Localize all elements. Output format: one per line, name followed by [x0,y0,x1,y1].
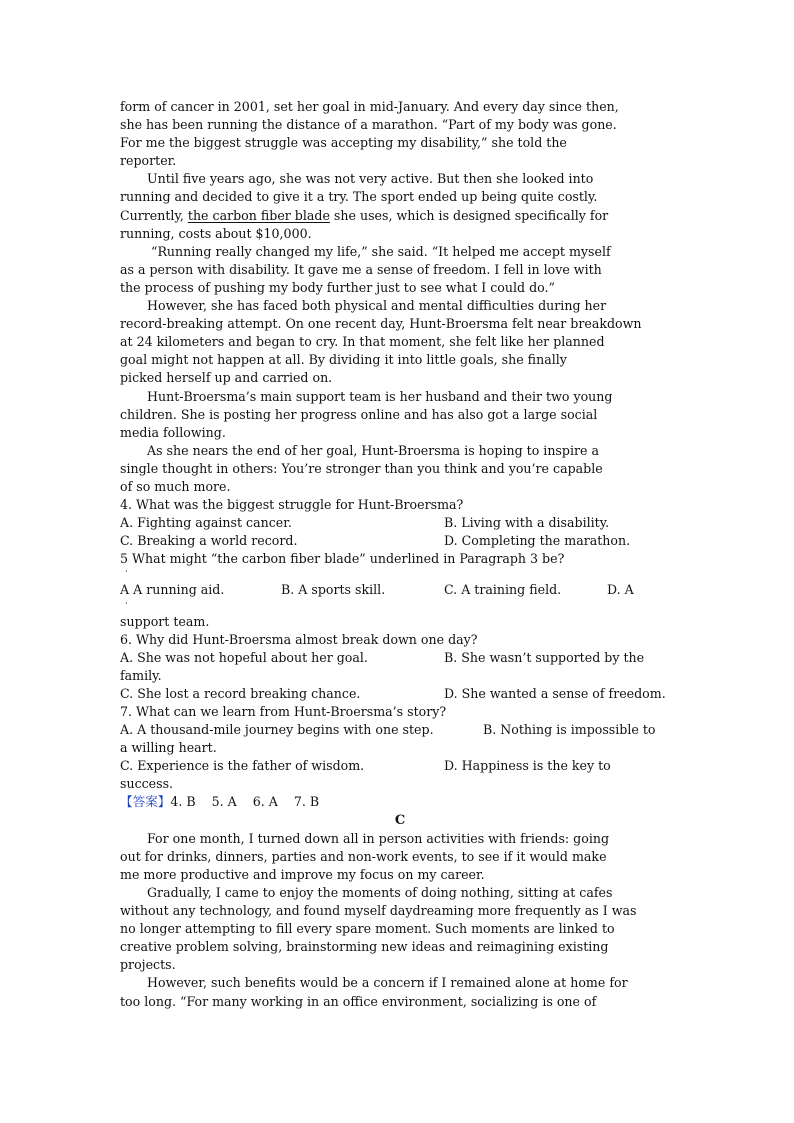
text-line: projects. [120,957,176,973]
paragraph-1 [120,830,680,884]
text-line: For me the biggest struggle was accepting my disability,” she told the [120,135,567,151]
question-stem: 6. Why did Hunt-Broersma almost break down one day? [120,631,478,647]
text-line: of so much more. [120,478,231,494]
option-row [120,649,680,667]
answer-key [120,793,680,811]
text-span: she uses, which is designed specifically for [329,207,609,223]
option-row [120,721,680,739]
text-line: as a person with disability. It gave me a sense of freedom. I fell in love with [120,261,602,277]
option-a: A A running aid. [120,582,225,598]
text-line: “Running really changed my life,” she said. “It helped me accept myself [151,243,611,259]
text-line: Until five years ago, she was not very active. But then she looked into [147,171,594,187]
option-b: B. Living with a disability. [444,515,610,531]
text-line: However, such benefits would be a concern if I remained alone at home for [147,975,628,991]
text-line: she has been running the distance of a marathon. “Part of my body was gone. [120,117,617,133]
option-row [120,581,680,599]
text-line: too long. “For many working in an office environment, socializing is one of [120,993,597,1009]
paragraph-2 [120,170,680,242]
option-b-continued: a willing heart. [120,740,217,756]
question-stem: 5 What might “the carbon fiber blade” underlined in Paragraph 3 be? [120,551,565,567]
text-line: the process of pushing my body further just to see what I could do.” [120,279,555,295]
text-line: running, costs about $10,000. [120,225,312,241]
text-line [120,207,680,225]
option-a: A. She was not hopeful about her goal. [120,649,368,665]
paragraph-6 [120,442,680,496]
text-line: at 24 kilometers and began to cry. In that moment, she felt like her planned [120,334,605,350]
text-line: media following. [120,424,226,440]
option-c: C. Breaking a world record. [120,533,298,549]
option-c: C. She lost a record breaking chance. [120,685,361,701]
text-line: without any technology, and found myself daydreaming more frequently as I was [120,903,637,919]
text-line: record-breaking attempt. On one recent day, Hunt-Broersma felt near breakdown [120,316,642,332]
paragraph-1 [120,98,680,170]
text-line: creative problem solving, brainstorming new ideas and reimagining existing [120,939,609,955]
passage-b [120,98,680,496]
option-b: B. Nothing is impossible to [483,722,656,738]
text-line: For one month, I turned down all in person activities with friends: going [147,830,610,846]
text-line: running and decided to give it a try. The sport ended up being quite costly. [120,189,598,205]
option-row [120,757,680,775]
text-line: out for drinks, dinners, parties and non-work events, to see if it would make [120,848,607,864]
answer-text: 4. B 5. A 6. A 7. B [170,794,320,810]
paragraph-3 [120,243,680,297]
text-line: picked herself up and carried on. [120,370,333,386]
text-line: no longer attempting to fill every spare moment. Such moments are linked to [120,921,615,937]
underlined-phrase: the carbon fiber blade [187,207,330,223]
question-5 [120,550,680,630]
text-line: form of cancer in 2001, set her goal in mid-January. And every day since then, [120,99,619,114]
text-line: However, she has faced both physical and mental difficulties during her [147,298,607,314]
option-b: B. She wasn’t supported by the [444,649,645,665]
text-line: reporter. [120,153,177,169]
question-4 [120,496,680,550]
question-6 [120,631,680,703]
option-b: B. A sports skill. [281,582,386,598]
option-d: D. Completing the marathon. [444,533,631,549]
option-c: C. Experience is the father of wisdom. [120,758,365,774]
paragraph-4 [120,297,680,387]
option-b-continued: family. [120,667,162,683]
text-line: me more productive and improve my focus on my career. [120,866,485,882]
option-row [120,532,680,550]
option-row [120,514,680,532]
paragraph-2 [120,884,680,974]
option-row [120,685,680,703]
option-a: A. Fighting against cancer. [120,515,292,531]
section-heading: C [394,812,406,828]
option-d-continued: support team. [120,613,210,629]
option-d-continued: success. [120,776,174,792]
question-stem: 7. What can we learn from Hunt-Broersma’s story? [120,704,447,719]
option-d: D. She wanted a sense of freedom. [444,685,666,701]
paragraph-5 [120,388,680,442]
paragraph-3 [120,974,680,1010]
option-d: D. Happiness is the key to [444,758,611,774]
text-line: Gradually, I came to enjoy the moments of doing nothing, sitting at cafes [147,884,613,900]
text-span: Currently, [120,207,188,223]
option-a: A. A thousand-mile journey begins with one step. [120,722,434,738]
answer-label: 【答案】 [120,794,171,810]
text-line: Hunt-Broersma’s main support team is her husband and their two young [147,388,613,404]
text-line: goal might not happen at all. By dividing it into little goals, she finally [120,352,567,368]
passage-c [120,812,680,1011]
emphasis-dot: · [125,567,128,578]
option-d: D. A [607,582,634,598]
text-line: As she nears the end of her goal, Hunt-Broersma is hoping to inspire a [147,442,599,458]
question-stem: 4. What was the biggest struggle for Hunt-Broersma? [120,497,464,513]
question-7 [120,703,680,793]
document-body [120,98,680,1011]
option-c: C. A training field. [444,582,562,598]
text-line: children. She is posting her progress online and has also got a large social [120,406,598,422]
emphasis-dot: · [125,598,128,609]
text-line: single thought in others: You’re stronger than you think and you’re capable [120,460,603,476]
